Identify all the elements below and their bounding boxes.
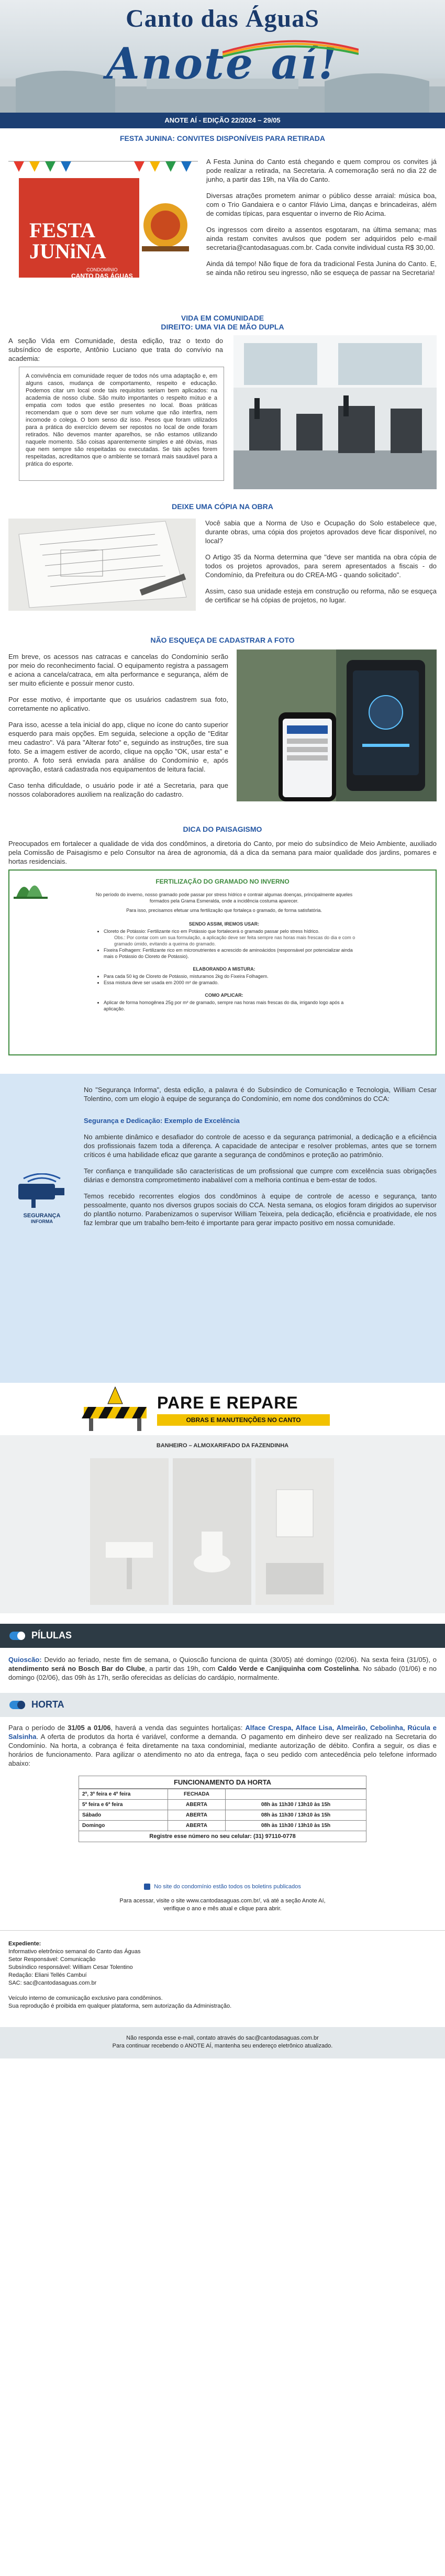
foto-title: NÃO ESQUEÇA DE CADASTRAR A FOTO bbox=[150, 636, 295, 644]
quioscao-bold-1: atendimento será no Bosch Bar do Clube bbox=[8, 1665, 145, 1672]
horta-cell-day: 5ª feira e 6ª feira bbox=[79, 1800, 168, 1810]
pare-title: PARE E REPARE bbox=[157, 1393, 298, 1412]
horta-title: HORTA bbox=[31, 1699, 64, 1710]
tip-used-2: • Fixeira Folhagem: Fertilizante rico em micronutrientes e acrescido de aminoácidos (responsável por potencializar ainda mais o Potássio do Cloreto de Potássio). bbox=[104, 947, 360, 960]
bathroom-toilet-icon bbox=[173, 1458, 251, 1605]
facial-recognition-photo bbox=[237, 649, 437, 801]
construction-barrier-icon bbox=[79, 1386, 152, 1433]
seguranca-p1: No ambiente dinâmico e desafiador do controle de acesso e da segurança patrimonial, a dedicação e a eficiência dos profissionais fazem toda a diferença. A capacidade de antecipar e resolver problemas, antes que se tornem críticos é uma habilidade eficaz que garante a segurança de condôminos e proteção ao patrimônio. bbox=[84, 1133, 437, 1159]
expediente-section bbox=[0, 1930, 445, 2019]
tip-box-text bbox=[88, 891, 360, 1012]
pill-capsule-icon bbox=[8, 1628, 26, 1643]
seguranca-body bbox=[84, 1132, 437, 1235]
tip-apply-title: COMO APLICAR: bbox=[205, 993, 243, 998]
obra-p2: O Artigo 35 da Norma determina que "deve ser mantida na obra cópia de todos os projetos aprovados, para serem apresentados a fiscais - do Condomínio, da Prefeitura ou do CREA-MG - quando solicitado". bbox=[205, 553, 437, 579]
blueprint-paper-icon bbox=[8, 519, 196, 611]
quioscao-bold-2: Caldo Verde e Canjiquinha com Costelinha bbox=[217, 1665, 359, 1672]
paisagismo-intro: Preocupados em fortalecer a qualidade de vida dos condôminos, a diretoria do Canto, por meio do subsíndico de Meio Ambiente, auxiliado pela Comissão de Paisagismo e pelo Consultor na área de agronomia, dá a dica da semana para maior qualidade dos jardins, pomares e hortas residenciais. bbox=[8, 840, 437, 865]
horta-items: Alface Crespa, Alface Lisa, Almeirão, Cebolinha, Rúcula e Salsinha bbox=[8, 1724, 437, 1741]
foto-body bbox=[8, 652, 228, 806]
vida-title: VIDA EM COMUNIDADE bbox=[181, 314, 264, 322]
horta-cell-status: ABERTA bbox=[168, 1821, 226, 1831]
vida-subtitle: DIREITO: UMA VIA DE MÃO DUPLA bbox=[161, 323, 284, 331]
tip-box-title: FERTILIZAÇÃO DO GRAMADO NO INVERNO bbox=[155, 878, 290, 885]
bathroom-photo-3 bbox=[255, 1458, 334, 1605]
horta-text-b: , haverá a venda das seguintes hortaliças: bbox=[110, 1724, 243, 1732]
horta-row bbox=[79, 1800, 366, 1810]
foto-p2: Por esse motivo, é importante que os usuários cadastrem sua foto, corretamente no aplicativo. bbox=[8, 696, 228, 712]
site-line-3: verifique o ano e mês atual e clique para abrir. bbox=[163, 1906, 282, 1912]
footer-l2: Para continuar recebendo o ANOTE AÍ, mantenha seu endereço eletrônico atualizado. bbox=[112, 2043, 333, 2049]
horta-cell-day: 2ª, 3ª feira e 4ª feira bbox=[79, 1789, 168, 1800]
pill-capsule-icon-2 bbox=[8, 1698, 26, 1712]
vida-intro: A seção Vida em Comunidade, desta edição, traz o texto do subsíndico de esporte, Antônio Luciano que trata do convívio na academia: bbox=[8, 337, 223, 362]
festa-image-word-1: FESTA bbox=[29, 218, 95, 242]
festa-image-title bbox=[29, 220, 106, 262]
face-scanner-icon bbox=[237, 649, 437, 801]
seguranca-section bbox=[0, 1074, 445, 1383]
expediente-l7: Sua reprodução é proibida em qualquer plataforma, sem autorização da Administração. bbox=[8, 2003, 232, 2009]
festa-image-caption bbox=[71, 267, 133, 280]
horta-cell-hours: 08h às 11h30 / 13h10 às 15h bbox=[226, 1800, 366, 1810]
horta-cell-day: Domingo bbox=[79, 1821, 168, 1831]
quioscao-text-2: , a partir das 19h, com bbox=[144, 1665, 216, 1672]
pilulas-band bbox=[0, 1624, 445, 1648]
expediente-l1: Informativo eletrônico semanal do Canto das Águas bbox=[8, 1948, 141, 1955]
festa-p3: Os ingressos com direito a assentos esgotaram, na última semana; mas ainda restam convites avulsos que podem ser adquiridos pelo e-mail secretaria@cantodasaguas.com.br. Cada convite individual custa R$ 30,00. bbox=[206, 226, 437, 251]
horta-cell-day: Sábado bbox=[79, 1810, 168, 1821]
bathroom-sink-icon bbox=[90, 1458, 169, 1605]
expediente-l4: Redação: Eliani Tellés Cambuí bbox=[8, 1972, 87, 1978]
quioscao-label: Quioscão: bbox=[8, 1656, 42, 1664]
horta-schedule-table bbox=[79, 1776, 366, 1842]
expediente-l3: Subsíndico responsável: William Cesar Tolentino bbox=[8, 1964, 133, 1970]
site-info bbox=[0, 1883, 445, 1913]
horta-cell-hours bbox=[226, 1789, 366, 1800]
footer-text bbox=[0, 2034, 445, 2050]
header-banner bbox=[0, 0, 445, 113]
tip-prep-title: ELABORANDO A MISTURA: bbox=[193, 966, 255, 972]
info-icon bbox=[144, 1884, 150, 1890]
pare-banner bbox=[0, 1383, 445, 1435]
horta-phone: Registre esse número no seu celular: (31) 97110-0778 bbox=[79, 1831, 366, 1842]
obra-p3: Assim, caso sua unidade esteja em construção ou reforma, não se esqueça de certificar se há cópias de projetos, no lugar. bbox=[205, 587, 437, 604]
paisagismo-tip-box bbox=[8, 869, 437, 1055]
footer-l1[interactable]: Não responda esse e-mail, contato através do sac@cantodasaguas.com.br bbox=[126, 2035, 319, 2041]
expediente-block bbox=[8, 1940, 437, 2010]
edition-title: Anote aí! bbox=[106, 39, 339, 89]
expediente-l5[interactable]: SAC: sac@cantodasaguas.com.br bbox=[8, 1980, 97, 1986]
tip-p1: No período do inverno, nosso gramado pode passar por stress hídrico e contrair algumas doenças, principalmente aqueles formados pela Grama Esmeralda, onde a incidência costuma aparecer. bbox=[95, 892, 353, 904]
bathroom-wall-icon bbox=[255, 1458, 334, 1605]
edition-ribbon: ANOTE AÍ - EDIÇÃO 22/2024 – 29/05 bbox=[0, 113, 445, 128]
tip-used-1: • Cloreto de Potássio: Fertilizante rico em Potássio que fortalecerá o gramado passar pelo stress hídrico. bbox=[104, 928, 360, 934]
foto-p4: Caso tenha dificuldade, o usuário pode ir até a Secretaria, para que nossos colaboradores auxiliem na realização do cadastro. bbox=[8, 781, 228, 798]
festa-p2: Diversas atrações prometem animar o público desse arraial: música boa, com o Trio Gandaiera e o cantor Flávio Lima, danças e brincadeiras, além de comidas típicas, para esquentar o inverno de Rio Acima. bbox=[206, 192, 437, 217]
festa-title: FESTA JUNINA: CONVITES DISPONÍVEIS PARA RETIRADA bbox=[119, 134, 326, 142]
festa-p1: A Festa Junina do Canto está chegando e quem comprou os convites já pode realizar a retirada, na Secretaria. A comemoração será no dia 22 de junho, a partir das 19h, na Vila do Canto. bbox=[206, 158, 437, 183]
rainbow-swoosh-icon bbox=[222, 37, 359, 58]
seguranca-p3: Temos recebido recorrentes elogios dos condôminos à equipe de controle de acesso e segurança, tanto pessoalmente, quanto nos diversos grupos sociais do CCA. Nesta semana, os elogios foram dirigidos ao supervisor do plantão noturno. Parabenizamos o supervisor William Teixeira, pela dedicação, eficiência e proatividade, ele nos faz lembrar que um trabalho bem-feito é importante para gerar impacto positivo em nossa comunidade. bbox=[84, 1192, 437, 1227]
quioscao-text-1: Devido ao feriado, neste fim de semana, o Quioscão funciona de quinta (30/05) até domingo (02/06). Na sexta feira (31/05), o bbox=[44, 1656, 437, 1664]
tip-used-1b: Obs.: Por contar com um sua formulação, a aplicação deve ser feita sempre nas horas mais frescas do dia e com o gramado úmido, evitando a queima do gramado. bbox=[114, 935, 355, 946]
academia-photo bbox=[233, 335, 437, 489]
horta-row bbox=[79, 1810, 366, 1821]
horta-cell-hours: 08h às 11h30 / 13h10 às 15h bbox=[226, 1810, 366, 1821]
logo-text-2: INFORMA bbox=[31, 1219, 53, 1224]
pare-caption: BANHEIRO – ALMOXARIFADO DA FAZENDINHA bbox=[156, 1443, 289, 1449]
festa-body bbox=[206, 157, 437, 284]
tip-apply-1: • Aplicar de forma homogênea 25g por m² de gramado, sempre nas horas mais frescas do dia, irrigando logo após a aplicação. bbox=[104, 999, 360, 1012]
site-line-2[interactable]: Para acessar, visite o site www.cantodasaguas.com.br/, vá até a seção Anote Aí, bbox=[119, 1898, 326, 1904]
horta-cell-hours: 08h às 11h30 / 13h10 às 15h bbox=[226, 1821, 366, 1831]
horta-cell-status: ABERTA bbox=[168, 1800, 226, 1810]
seguranca-logo bbox=[10, 1173, 73, 1224]
tip-prep-1: • Para cada 50 kg de Cloreto de Potássio, misturamos 2kg do Fixeira Folhagem. bbox=[104, 973, 360, 979]
brand-title: Canto das ÁguaS bbox=[126, 5, 319, 32]
bathroom-photo-1 bbox=[90, 1458, 169, 1605]
pare-gallery bbox=[0, 1435, 445, 1613]
horta-table-title: FUNCIONAMENTO DA HORTA bbox=[79, 1776, 366, 1789]
security-camera-icon bbox=[13, 1173, 71, 1210]
expediente-l2: Setor Responsável: Comunicação bbox=[8, 1956, 96, 1963]
horta-dates: 31/05 a 01/06 bbox=[68, 1724, 111, 1732]
expediente-l6: Veículo interno de comunicação exclusivo para condôminos. bbox=[8, 1995, 163, 2001]
obra-title: DEIXE UMA CÓPIA NA OBRA bbox=[172, 502, 273, 511]
obra-p1: Você sabia que a Norma de Uso e Ocupação do Solo estabelece que, durante obras, uma cópia dos projetos aprovados deve ficar disponível, no local? bbox=[205, 519, 437, 545]
foto-p1: Em breve, os acessos nas catracas e cancelas do Condomínio serão por meio do reconhecimento facial. O equipamento registra a passagem e aciona a cancela/catraca, em alta performance e segurança, além de ser muito eficiente e possuir menor custo. bbox=[8, 653, 228, 687]
seguranca-subtitle: Segurança e Dedicação: Exemplo de Excelência bbox=[84, 1117, 240, 1125]
horta-row bbox=[79, 1789, 366, 1800]
festa-caption-1: CONDOMÍNIO bbox=[86, 267, 118, 272]
seguranca-p2: Ter confiança e tranquilidade são características de um profissional que cumpre com excelência suas obrigações diárias e demonstra comprometimento inabalável com a melhoria contínua e bem-estar de todos. bbox=[84, 1167, 437, 1184]
site-line-1 bbox=[0, 1883, 445, 1891]
paisagismo-title: DICA DO PAISAGISMO bbox=[183, 825, 262, 833]
horta-text-a: Para o período de bbox=[8, 1724, 65, 1732]
pilulas-quioscao bbox=[8, 1655, 437, 1682]
bottom-spacer bbox=[0, 2058, 445, 2576]
horta-body bbox=[8, 1723, 437, 1768]
footer-bar bbox=[0, 2027, 445, 2058]
tip-p2: Para isso, precisamos efetuar uma fertilização que fortaleça o gramado, de forma satisfatória. bbox=[126, 908, 322, 913]
festa-junina-image bbox=[8, 157, 198, 283]
festa-image-word-2: JUNiNA bbox=[29, 239, 106, 263]
expediente-title: Expediente: bbox=[8, 1941, 41, 1947]
horta-band bbox=[0, 1693, 445, 1717]
tip-prep-2: • Essa mistura deve ser usada em 2000 m² de gramado. bbox=[104, 979, 360, 986]
festa-p4: Ainda dá tempo! Não fique de fora da tradicional Festa Junina do Canto. E, se ainda não retirou seu ingresso, não se esqueça de passar na Secretaria! bbox=[206, 260, 437, 277]
tip-used-title: SENDO ASSIM, IREMOS USAR: bbox=[188, 921, 260, 927]
bathroom-photo-2 bbox=[173, 1458, 251, 1605]
obra-body bbox=[205, 519, 437, 612]
pilulas-title: PÍLULAS bbox=[31, 1630, 72, 1641]
vida-quote: A convivência em comunidade requer de todos nós uma adaptação e, em alguns casos, mudança de comportamento, respeito e educação. Podemos citar um local onde tais requisitos seriam bem aplicados: na academia de nosso clube. São muito importantes o respeito mútuo e a empatia com todos que estão presentes no local. Boas práticas recomendam que o som deve ser num volume que não interfira, nem incomode o colega. O bom senso diz isso. Pesos que foram utilizados para a prática do exercício devem ser repostos no local de onde foram retirados. Não devemos manter aparelhos, se não estamos utilizando naquele momento. São coisas aparentemente simples e até óbvias, mas que nem sempre são respeitadas ou executadas. Se tais ações forem respeitadas, acreditamos que o ambiente se tornará mais saudável para a prática do esporte. bbox=[19, 367, 224, 481]
festa-caption-2: CANTO DAS ÁGUAS bbox=[71, 272, 133, 280]
seguranca-intro: No "Segurança Informa", desta edição, a palavra é do Subsíndico de Comunicação e Tecnologia, William Cesar Tolentino, com um elogio à equipe de segurança do Condomínio, em nome dos condôminos do CCA: bbox=[84, 1086, 437, 1103]
horta-row bbox=[79, 1821, 366, 1831]
horta-cell-status: FECHADA bbox=[168, 1789, 226, 1800]
logo-text-1: SEGURANÇA bbox=[23, 1213, 61, 1219]
gym-illustration-icon bbox=[233, 335, 437, 489]
site-line-1-text: No site do condomínio estão todos os boletins publicados bbox=[154, 1884, 301, 1890]
obra-document-photo bbox=[8, 519, 196, 611]
horta-text-c: . A oferta de produtos da horta é variável, conforme a demanda. O pagamento em dinheiro deve ser realizado na Secretaria do Condomínio. Na horta, a cobrança é feita diretamente na taxa condominial, mediante autorização de débito. Confira a seguir, os dias e horários de funcionamento. Para agilizar o atendimento no ato da entrega, faça o seu pedido com antecedência pelo telefone informado abaixo: bbox=[8, 1733, 437, 1767]
pare-subtitle: OBRAS E MANUTENÇÕES NO CANTO bbox=[157, 1414, 330, 1426]
horta-cell-status: ABERTA bbox=[168, 1810, 226, 1821]
foto-p3: Para isso, acesse a tela inicial do app, clique no ícone do canto superior esquerdo para mais opções. Em seguida, selecione a opção de "Editar meu cadastro". Vá para "Alterar foto" e, seguindo as instruções, tire sua foto. Se a imagem estiver de acordo, clique na opção "OK, usar esta" e pronto. A foto será enviada para análise do Condomínio e, após aprovação, estará cadastrada nos equipamentos de leitura facial. bbox=[8, 721, 228, 773]
quioscao-text-3: . No sábado (01/06) e no domingo (02/06), das 09h às 17h, serão oferecidas as delícias do cardápio, normalmente. bbox=[8, 1665, 437, 1681]
